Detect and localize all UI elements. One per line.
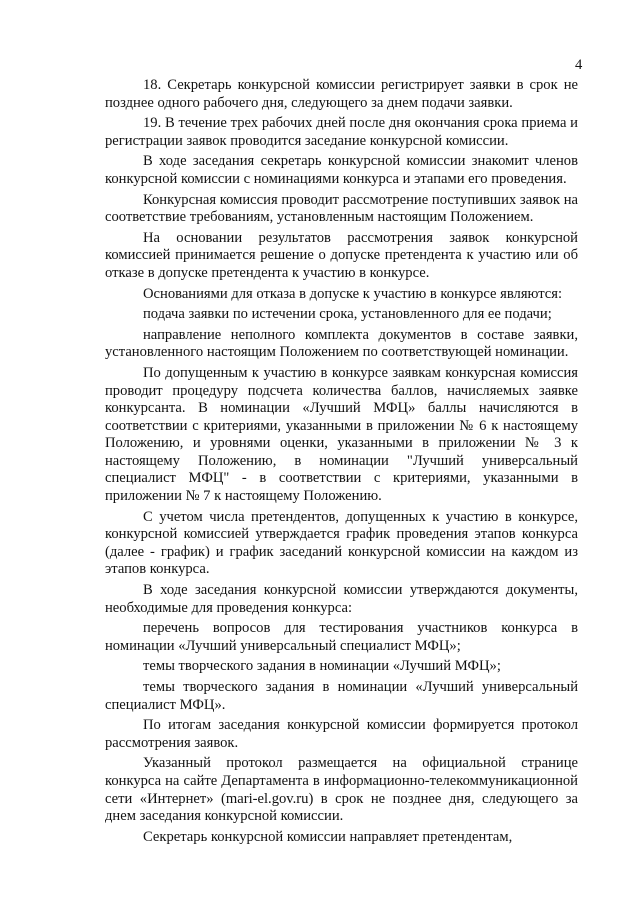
paragraph-secretary-notification: Секретарь конкурсной комиссии направляет претендентам, — [143, 828, 513, 845]
list-item-creative-task-specialist: темы творческого задания в номинации «Лучший универсальный специалист МФЦ». — [105, 679, 578, 713]
paragraph-schedule: С учетом числа претендентов, допущенных к участию в конкурсе, конкурсной комиссией утверждается график проведения этапов конкурса (далее - график) и график заседаний конкурсной комиссии на каждом из этапов конкурса. — [105, 508, 578, 578]
paragraph-review-applications: Конкурсная комиссия проводит рассмотрение поступивших заявок на соответствие требованиям, установленным настоящим Положением. — [105, 191, 578, 226]
paragraph-protocol-publication: Указанный протокол размещается на официальной странице конкурса на сайте Департамента в информационно-телекоммуникационной сети «Интернет» (mari-el.gov.ru) в срок не позднее дня, следующего за днем заседания конкурсной комиссии. — [105, 755, 578, 825]
paragraph-19-meeting: 19. В течение трех рабочих дней после дня окончания срока приема и регистрации заявок проводится заседание конкурсной комиссии. — [105, 115, 578, 149]
paragraph-refusal-grounds: Основаниями для отказа в допуске к участию в конкурсе являются: — [143, 285, 563, 302]
paragraph-admission-decision: На основании результатов рассмотрения заявок конкурсной комиссией принимается решение о допуске претендента к участию или об отказе в допуске претендента к участию в конкурсе. — [105, 229, 578, 281]
list-item-creative-task-mfc: темы творческого задания в номинации «Лучший МФЦ»; — [143, 658, 501, 675]
list-item-test-questions: перечень вопросов для тестирования участников конкурса в номинации «Лучший универсальный специалист МФЦ»; — [105, 620, 578, 654]
paragraph-18-registration: 18. Секретарь конкурсной комиссии регистрирует заявки в срок не позднее одного рабочего дня, следующего за днем подачи заявки. — [105, 77, 578, 111]
list-item-incomplete-documents: направление неполного комплекта документов в составе заявки, установленного настоящим Положением по соответствующей номинации. — [105, 326, 578, 361]
list-item-late-submission: подача заявки по истечении срока, установленного для ее подачи; — [143, 306, 552, 323]
paragraph-meeting-introduction: В ходе заседания секретарь конкурсной комиссии знакомит членов конкурсной комиссии с номинациями конкурса и этапами его проведения. — [105, 153, 578, 187]
paragraph-protocol: По итогам заседания конкурсной комиссии формируется протокол рассмотрения заявок. — [105, 717, 578, 751]
paragraph-scoring: По допущенным к участию в конкурсе заявкам конкурсная комиссия проводит процедуру подсчета количества баллов, начисляемых заявке конкурсанта. В номинации «Лучший МФЦ» баллы начисляются в соответствии с критериями, указанными в приложении № 6 к настоящему Положению, и уровнями оценки, указанными в приложении № 3 к настоящему Положению, в номинации "Лучший универсальный специалист МФЦ" - в соответствии с критериями, указанными в приложении № 7 к настоящему Положению. — [105, 364, 578, 505]
document-body — [105, 77, 578, 849]
paragraph-approved-documents: В ходе заседания конкурсной комиссии утверждаются документы, необходимые для проведения конкурса: — [105, 582, 578, 616]
page-number: 4 — [575, 57, 583, 73]
